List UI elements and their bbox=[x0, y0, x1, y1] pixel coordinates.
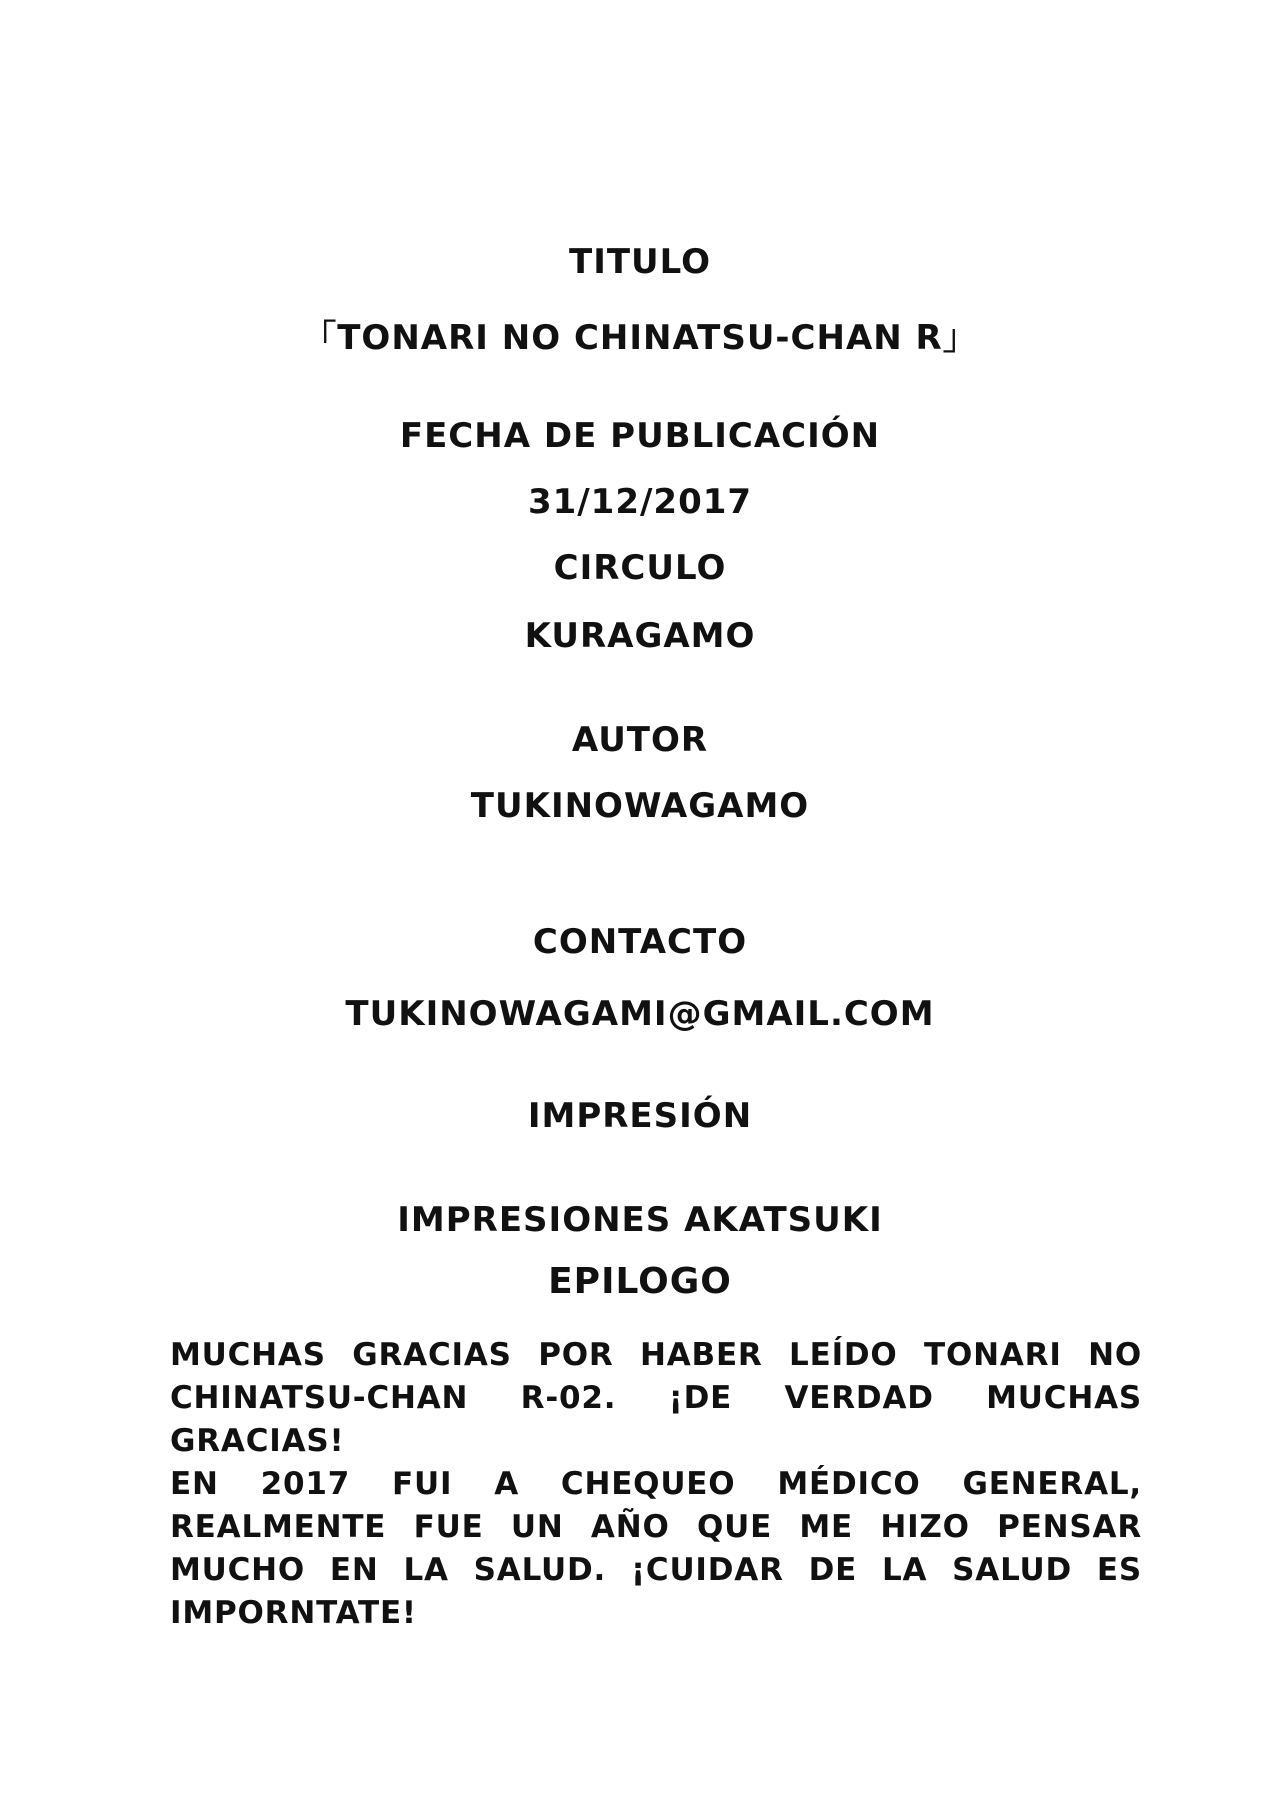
circle-value: KURAGAMO bbox=[524, 616, 756, 656]
date-label: FECHA DE PUBLICACIÓN bbox=[399, 416, 881, 456]
print-value: IMPRESIONES AKATSUKI bbox=[397, 1200, 883, 1240]
author-value: TUKINOWAGAMO bbox=[470, 786, 810, 826]
epilogue-text bbox=[170, 1334, 1142, 1635]
epilogue-paragraph-2: EN 2017 FUI A CHEQUEO MÉDICO GENERAL, REALMENTE FUE UN AÑO QUE ME HIZO PENSAR MUCHO EN LA SALUD. ¡CUIDAR DE LA SALUD ES IMPORNTATE! bbox=[170, 1466, 1142, 1631]
title-label: TITULO bbox=[569, 242, 711, 282]
contact-label: CONTACTO bbox=[532, 922, 748, 962]
circle-label: CIRCULO bbox=[553, 548, 727, 588]
author-label: AUTOR bbox=[571, 720, 709, 760]
epilogue-paragraph-1: MUCHAS GRACIAS POR HABER LEÍDO TONARI NO CHINATSU-CHAN R-02. ¡DE VERDAD MUCHAS GRACIAS! bbox=[170, 1337, 1142, 1459]
print-label: IMPRESIÓN bbox=[527, 1096, 753, 1136]
epilogue-heading: EPILOGO bbox=[548, 1261, 732, 1302]
contact-value: TUKINOWAGAMI@GMAIL.COM bbox=[345, 994, 935, 1034]
date-value: 31/12/2017 bbox=[527, 482, 753, 522]
title-value: 「TONARI NO CHINATSU-CHAN R」 bbox=[302, 318, 978, 358]
